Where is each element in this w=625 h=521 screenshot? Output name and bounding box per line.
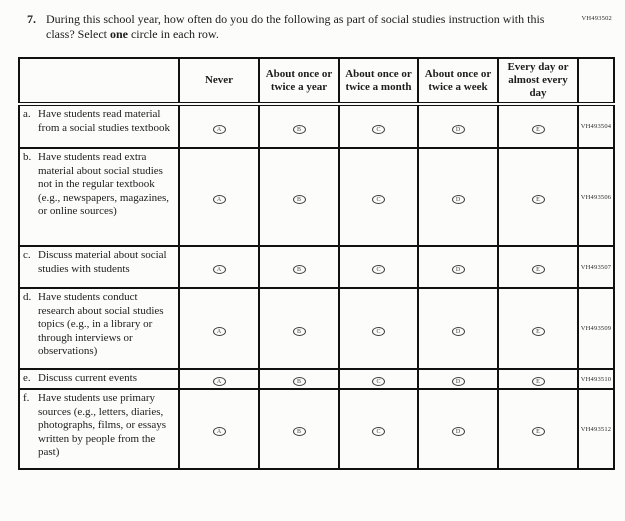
- answer-oval[interactable]: A: [213, 327, 226, 336]
- answer-oval[interactable]: B: [293, 125, 306, 134]
- row-label-cell: [19, 369, 179, 389]
- answer-oval[interactable]: B: [293, 265, 306, 274]
- row-letter: c.: [23, 249, 31, 261]
- row-letter: b.: [23, 151, 32, 163]
- answer-oval[interactable]: C: [372, 265, 385, 274]
- answer-oval[interactable]: B: [293, 377, 306, 386]
- column-header-every-day: Every day or almost every day: [498, 58, 578, 104]
- answer-oval[interactable]: A: [213, 427, 226, 436]
- answer-oval[interactable]: C: [372, 125, 385, 134]
- column-header-once-twice-week: About once or twice a week: [418, 58, 498, 104]
- answer-oval[interactable]: D: [452, 195, 465, 204]
- question-text-prefix: During this school year, how often do you do the following as part of social studies instruction with this class? Select: [46, 12, 545, 41]
- item-code: VH493509: [578, 288, 614, 369]
- row-label: Have students read extra material about social studies not in the regular textbook (e.g., newspapers, magazines, or online sources): [38, 151, 170, 217]
- answer-oval[interactable]: E: [532, 427, 545, 436]
- answer-oval[interactable]: B: [293, 327, 306, 336]
- answer-oval[interactable]: E: [532, 195, 545, 204]
- question-block: [27, 12, 562, 41]
- page-code: VH493502: [581, 15, 612, 22]
- row-letter: a.: [23, 108, 31, 120]
- frequency-table: [18, 57, 615, 470]
- question-number: 7.: [27, 12, 36, 26]
- row-label-cell: [19, 389, 179, 469]
- answer-oval[interactable]: B: [293, 427, 306, 436]
- answer-oval[interactable]: A: [213, 265, 226, 274]
- question-text-suffix: circle in each row.: [127, 26, 219, 41]
- column-header-code-blank: [578, 58, 614, 104]
- table-row: [19, 288, 614, 369]
- answer-oval[interactable]: C: [372, 427, 385, 436]
- row-label-cell: [19, 148, 179, 246]
- column-header-blank: [19, 58, 179, 104]
- item-code: VH493507: [578, 246, 614, 288]
- row-label: Have students use primary sources (e.g., letters, diaries, photographs, films, or essays written by people from the past): [38, 392, 167, 458]
- row-letter: f.: [23, 392, 30, 404]
- row-label: Discuss current events: [38, 372, 137, 384]
- question-text: [46, 12, 562, 41]
- row-label-cell: [19, 104, 179, 148]
- row-label: Have students read material from a social studies textbook: [38, 108, 170, 134]
- answer-oval[interactable]: A: [213, 195, 226, 204]
- row-label-cell: [19, 288, 179, 369]
- answer-oval[interactable]: C: [372, 327, 385, 336]
- row-label: Discuss material about social studies with students: [38, 249, 167, 275]
- table-row: [19, 246, 614, 288]
- answer-oval[interactable]: A: [213, 377, 226, 386]
- questionnaire-page: [0, 12, 625, 521]
- column-header-once-twice-year: About once or twice a year: [259, 58, 339, 104]
- answer-oval[interactable]: A: [213, 125, 226, 134]
- item-code: VH493506: [578, 148, 614, 246]
- item-code: VH493510: [578, 369, 614, 389]
- answer-oval[interactable]: D: [452, 427, 465, 436]
- header-row: [19, 58, 614, 104]
- row-label-cell: [19, 246, 179, 288]
- question-bold-word: one: [109, 26, 128, 41]
- answer-oval[interactable]: D: [452, 265, 465, 274]
- answer-oval[interactable]: D: [452, 327, 465, 336]
- answer-oval[interactable]: E: [532, 377, 545, 386]
- answer-oval[interactable]: D: [452, 377, 465, 386]
- table-row: [19, 369, 614, 389]
- row-label: Have students conduct research about social studies topics (e.g., in a library or through interviews or observations): [38, 291, 164, 357]
- column-header-never: Never: [179, 58, 259, 104]
- table-row: [19, 104, 614, 148]
- item-code: VH493512: [578, 389, 614, 469]
- row-letter: d.: [23, 291, 32, 303]
- row-letter: e.: [23, 372, 31, 384]
- answer-oval[interactable]: C: [372, 195, 385, 204]
- answer-oval[interactable]: E: [532, 125, 545, 134]
- table-row: [19, 389, 614, 469]
- answer-oval[interactable]: D: [452, 125, 465, 134]
- answer-oval[interactable]: E: [532, 265, 545, 274]
- answer-oval[interactable]: E: [532, 327, 545, 336]
- answer-oval[interactable]: B: [293, 195, 306, 204]
- item-code: VH493504: [578, 104, 614, 148]
- column-header-once-twice-month: About once or twice a month: [339, 58, 418, 104]
- table-row: [19, 148, 614, 246]
- answer-oval[interactable]: C: [372, 377, 385, 386]
